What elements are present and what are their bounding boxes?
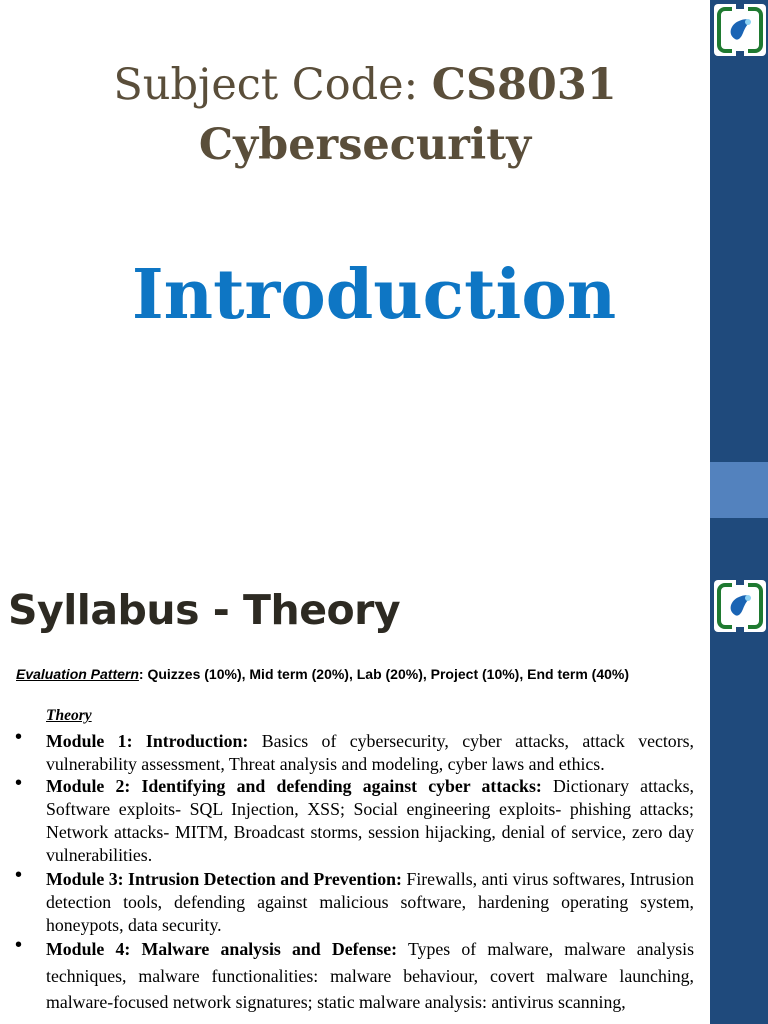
bullet: • xyxy=(15,772,23,794)
institution-logo-icon xyxy=(714,4,766,56)
syllabus-title: Syllabus - Theory xyxy=(8,586,401,634)
course-name: Cybersecurity xyxy=(198,120,532,170)
theory-heading: Theory xyxy=(46,707,92,724)
module-text: Basics of cybersecurity, cyber attacks, attack vectors, vulnerability assessment, Threat analysis and modeling, cyber laws and ethics. xyxy=(46,731,694,774)
evaluation-label: Evaluation Pattern xyxy=(16,666,139,682)
subject-code-line xyxy=(0,60,730,110)
module-item xyxy=(46,775,694,867)
module-text: Firewalls, anti virus softwares, Intrusion detection tools, defending against malicious software, hardening operating system, honeypots, data security. xyxy=(46,869,694,935)
module-text: Dictionary attacks, Software exploits- SQL Injection, XSS; Social engineering exploits- phishing attacks; Network attacks- MITM, Broadcast storms, session hijacking, denial of service, zero day vulnerabilities. xyxy=(46,776,694,865)
evaluation-pattern xyxy=(16,666,629,682)
bullet: • xyxy=(15,864,23,886)
bullet: • xyxy=(15,934,23,956)
module-title: Module 3: Intrusion Detection and Prevention: xyxy=(46,869,402,889)
module-text: Types of malware, malware analysis techniques, malware functionalities: malware behaviour, covert malware launching, malware-focused network signatures; static malware analysis: antivirus scanning, xyxy=(46,939,694,1012)
module-item xyxy=(46,868,694,937)
module-title: Module 1: Introduction: xyxy=(46,731,249,751)
sidebar-accent xyxy=(710,462,768,518)
sidebar-bar xyxy=(710,576,768,1024)
slide-title: Introduction xyxy=(131,255,617,335)
subject-code-prefix: Subject Code: xyxy=(113,60,432,110)
module-title: Module 4: Malware analysis and Defense: xyxy=(46,939,398,959)
module-title: Module 2: Identifying and defending against cyber attacks: xyxy=(46,776,542,796)
syllabus-slide xyxy=(0,576,768,1024)
evaluation-text: : Quizzes (10%), Mid term (20%), Lab (20%), Project (10%), End term (40%) xyxy=(138,666,630,682)
module-item xyxy=(46,936,694,1016)
institution-logo-icon xyxy=(714,580,766,632)
subject-code: CS8031 xyxy=(431,60,617,110)
module-item xyxy=(46,730,694,776)
bullet: • xyxy=(15,726,23,748)
